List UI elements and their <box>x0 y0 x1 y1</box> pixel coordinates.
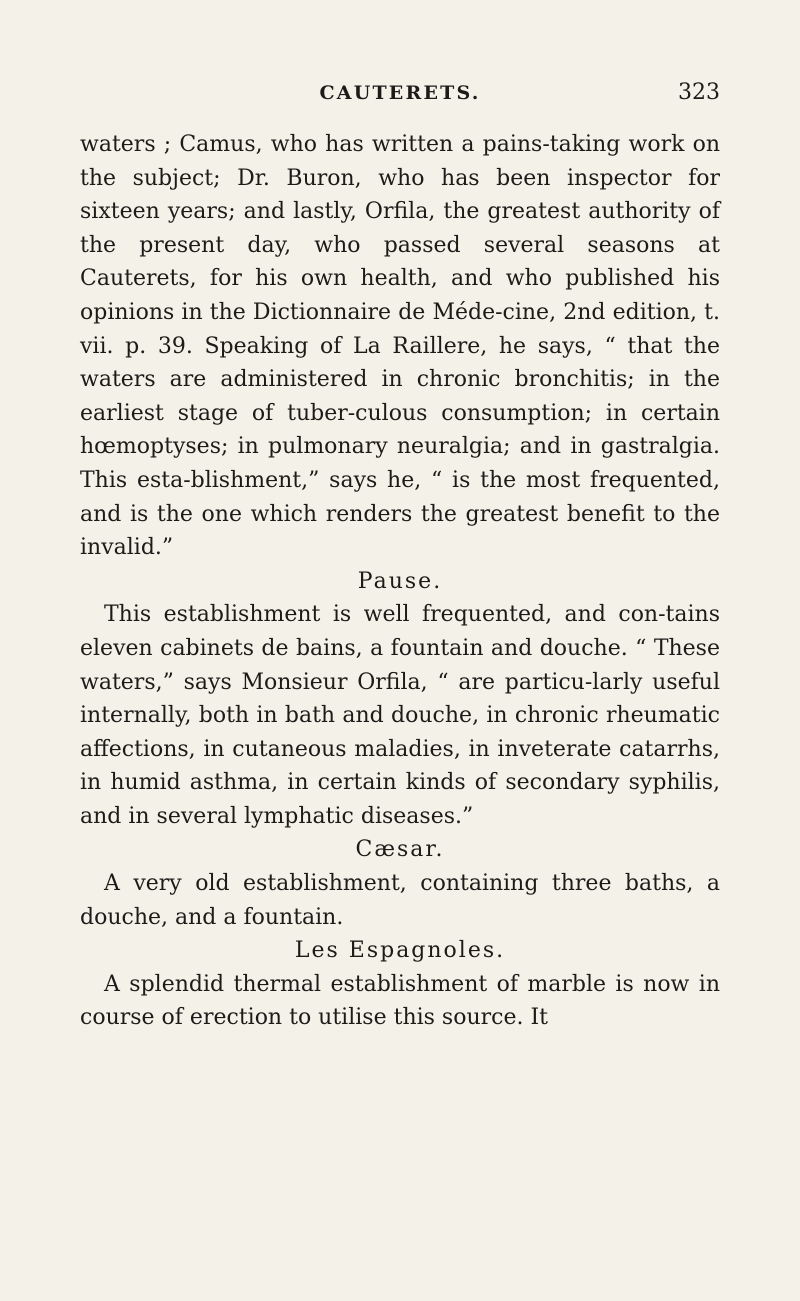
paragraph: This establishment is well frequented, and con-tains eleven cabinets de bains, a fountain and douche. “ These waters,” says Monsieur Orfila, “ are particu-larly useful internally, both in bath and douche, in chronic rheumatic affections, in cutaneous maladies, in inveterate catarrhs, in humid asthma, in certain kinds of secondary syphilis, and in several lymphatic diseases.” <box>80 602 720 829</box>
running-title: CAUTERETS. <box>319 82 481 104</box>
paragraph: A splendid thermal establishment of marble is now in course of erection to utilise this source. It <box>80 971 720 1031</box>
page-body <box>80 128 720 1035</box>
page-header <box>80 80 720 110</box>
paragraph: A very old establishment, containing three baths, a douche, and a fountain. <box>80 871 720 930</box>
section-heading-pause: Pause. <box>357 568 443 594</box>
section-heading-espagnoles: Les Espagnoles. <box>294 938 506 964</box>
page-number: 323 <box>678 80 720 105</box>
paragraph: waters ; Camus, who has written a pains-taking work on the subject; Dr. Buron, who has been inspector for sixteen years; and lastly, Orfila, the greatest authority of the present day, who passed several seasons at Cauterets, for his own health, and who published his opinions in the Dictionnaire de Méde-cine, 2nd edition, t. vii. p. 39. Speaking of La Raillere, he says, “ that the waters are administered in chronic bronchitis; in the earliest stage of tuber-culous consumption; in certain hœmoptyses; in pulmonary neuralgia; and in gastralgia. This esta-blishment,” says he, “ is the most frequented, and is the one which renders the greatest benefit to the invalid.” <box>80 132 720 561</box>
section-heading-caesar: Cæsar. <box>355 837 445 863</box>
